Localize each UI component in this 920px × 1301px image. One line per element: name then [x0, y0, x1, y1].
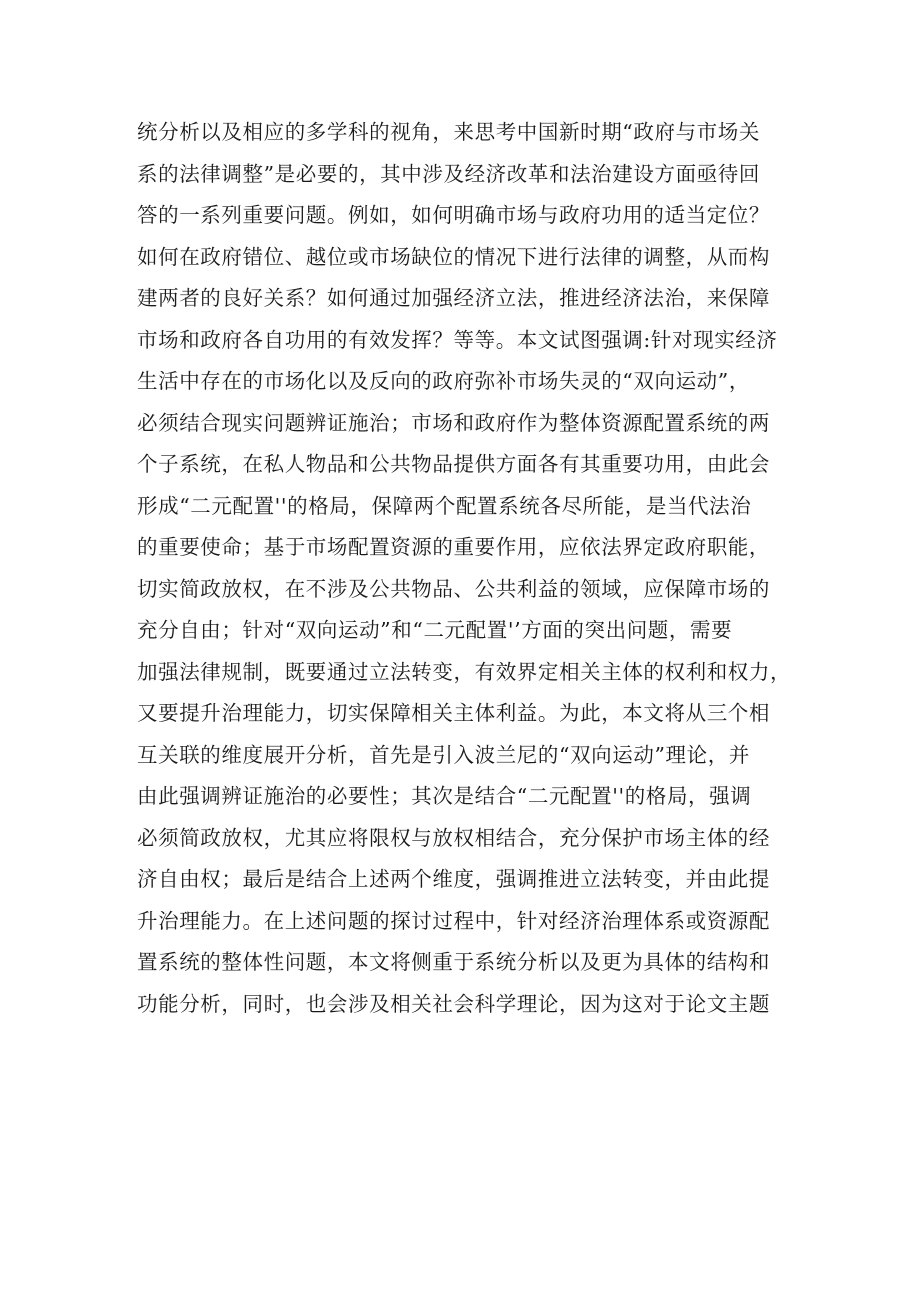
text-line: 市场和政府各自功用的有效发挥？等等。本文试图强调:针对现实经济 — [137, 327, 778, 352]
text-line: 的重要使命；基于市场配置资源的重要作用，应依法界定政府职能， — [137, 535, 770, 559]
text-line: 建两者的良好关系？如何通过加强经济立法，推进经济法治，来保障 — [137, 286, 770, 310]
text-line: 如何在政府错位、越位或市场缺位的情况下进行法律的调整，从而构 — [137, 244, 770, 269]
text-line: 由此强调辨证施治的必要性；其次是结合“二元配置''的格局，强调 — [137, 784, 752, 808]
text-line: 加强法律规制，既要通过立法转变，有效界定相关主体的权利和权力， — [137, 659, 792, 684]
text-line: 升治理能力。在上述问题的探讨过程中，针对经济治理体系或资源配 — [137, 908, 770, 933]
text-line: 功能分析，同时，也会涉及相关社会科学理论，因为这对于论文主题 — [137, 991, 770, 1016]
text-line: 切实简政放权，在不涉及公共物品、公共利益的领域，应保障市场的 — [137, 576, 770, 601]
body-paragraph — [137, 112, 817, 1025]
text-line: 形成“二元配置''的格局，保障两个配置系统各尽所能，是当代法治 — [137, 493, 752, 518]
text-line: 生活中存在的市场化以及反向的政府弥补市场失灵的“双向运动”， — [137, 369, 750, 393]
text-line: 充分自由；针对“双向运动”和“二元配置'’方面的突出问题，需要 — [137, 618, 733, 642]
text-line: 个子系统，在私人物品和公共物品提供方面各有其重要功用，由此会 — [137, 452, 770, 476]
text-line: 必须结合现实问题辨证施治；市场和政府作为整体资源配置系统的两 — [137, 410, 770, 435]
text-line: 必须简政放权，尤其应将限权与放权相结合，充分保护市场主体的经 — [137, 825, 770, 850]
text-line: 系的法律调整”是必要的，其中涉及经济改革和法治建设方面亟待回 — [137, 161, 760, 186]
text-line: 又要提升治理能力，切实保障相关主体利益。为此，本文将从三个相 — [137, 701, 770, 725]
text-line: 统分析以及相应的多学科的视角，来思考中国新时期“政府与市场关 — [137, 120, 760, 144]
text-line: 济自由权；最后是结合上述两个维度，强调推进立法转变，并由此提 — [137, 867, 770, 891]
text-line: 答的一系列重要问题。例如，如何明确市场与政府功用的适当定位？ — [137, 203, 770, 227]
text-line: 置系统的整体性问题，本文将侧重于系统分析以及更为具体的结构和 — [137, 950, 770, 974]
text-line: 互关联的维度展开分析，首先是引入波兰尼的“双向运动”理论，并 — [137, 742, 750, 767]
